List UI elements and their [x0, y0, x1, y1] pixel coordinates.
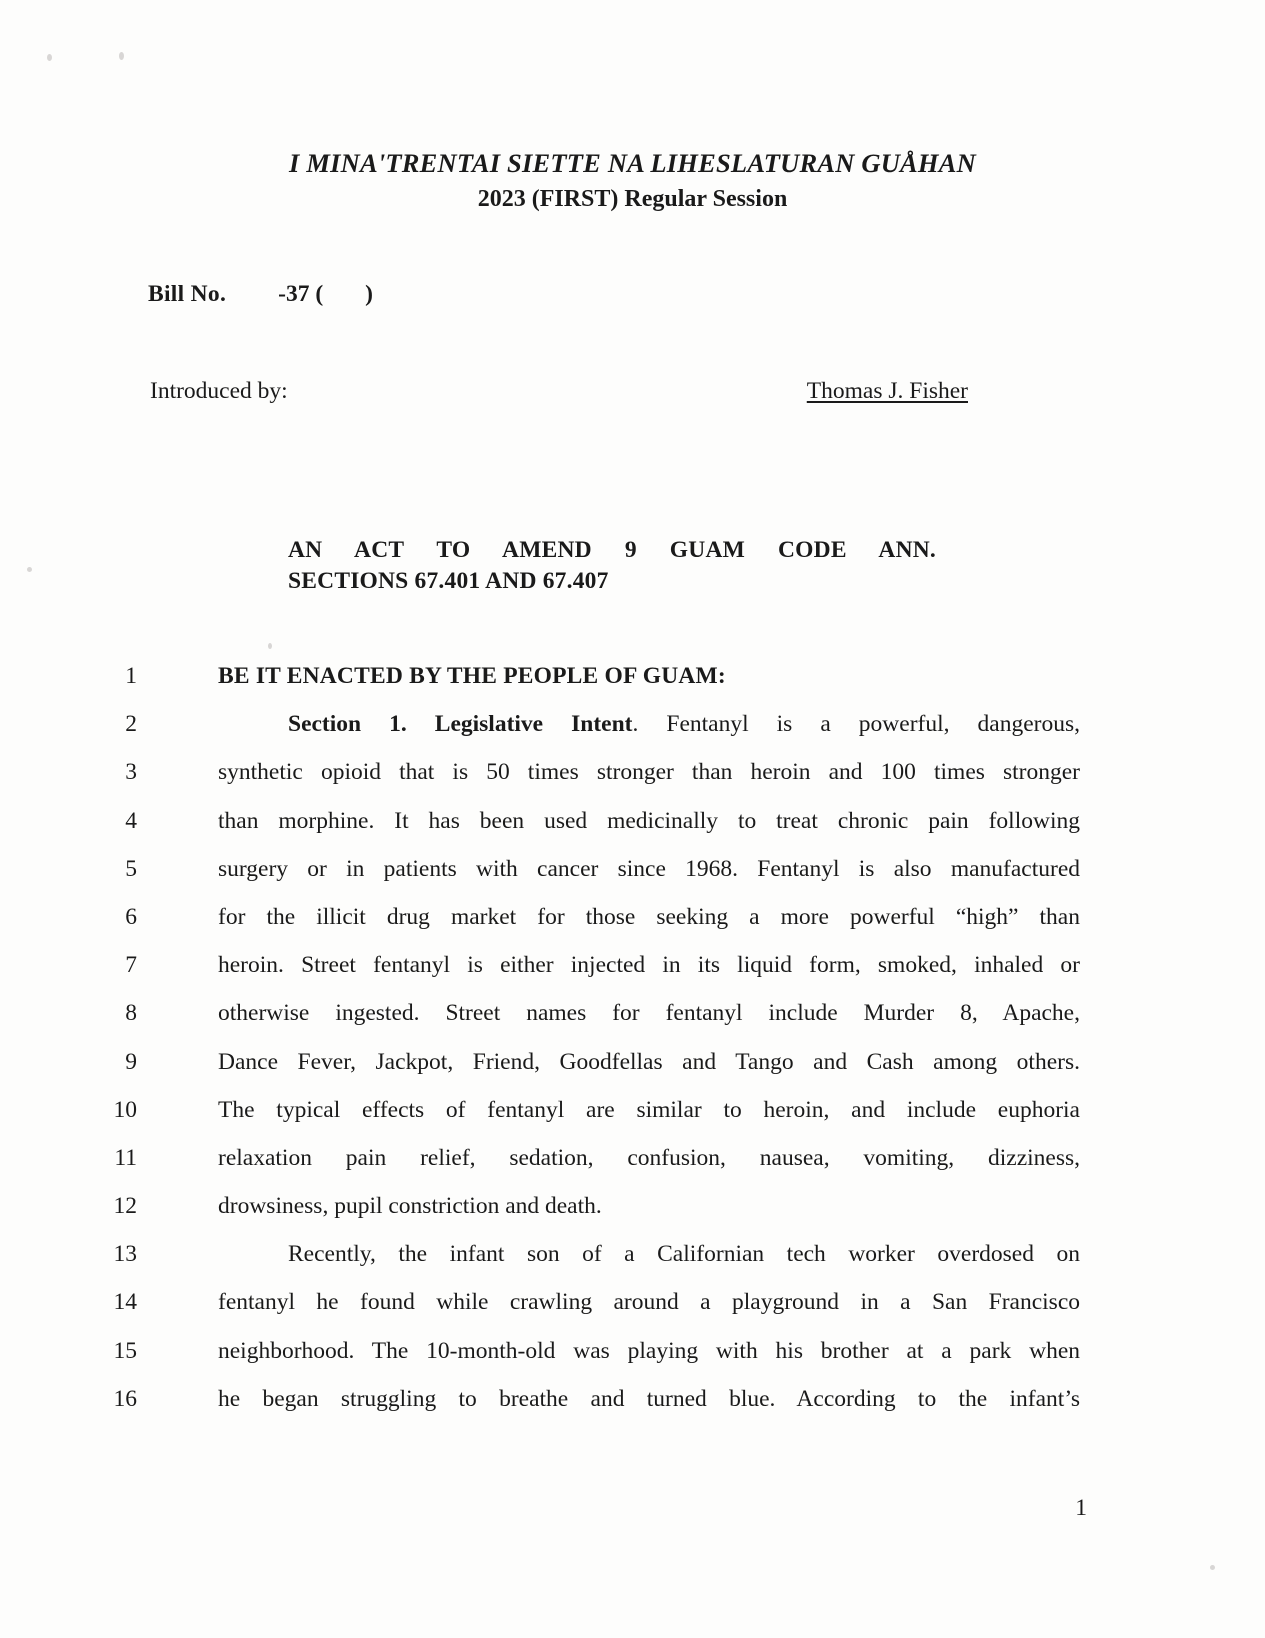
- bill-line-text: [218, 1086, 1080, 1134]
- section-heading-run: Section 1. Legislative Intent: [288, 711, 633, 738]
- scan-speck: [268, 643, 272, 649]
- bill-line-run: The typical effects of fentanyl are similar to heroin, and include euphoria: [218, 1096, 1080, 1123]
- line-number: 6: [125, 903, 137, 930]
- bill-line-row: [0, 1327, 1265, 1375]
- line-number: 14: [113, 1289, 137, 1316]
- bill-line-row: [0, 1086, 1265, 1134]
- act-title-line-2: SECTIONS 67.401 AND 67.407: [288, 568, 609, 595]
- bill-line-run: heroin. Street fentanyl is either injected in its liquid form, smoked, inhaled or: [218, 952, 1080, 979]
- bill-line-run: than morphine. It has been used medicinally to treat chronic pain following: [218, 807, 1080, 834]
- bill-line-row: [0, 652, 1265, 700]
- bill-line-row: [0, 1182, 1265, 1230]
- bill-line-row: [0, 700, 1265, 748]
- bill-line-row: [0, 941, 1265, 989]
- bill-line-text: [218, 797, 1080, 845]
- bill-line-text: [218, 700, 1080, 748]
- line-number: 3: [125, 759, 137, 786]
- bill-number-row: [148, 281, 373, 308]
- masthead: [0, 148, 1265, 213]
- act-title: [288, 535, 936, 597]
- bill-line-text: [218, 989, 1080, 1037]
- line-number: 16: [113, 1385, 137, 1412]
- bill-line-text: [218, 1375, 1080, 1423]
- bill-line-run: BE IT ENACTED BY THE PEOPLE OF GUAM:: [218, 663, 726, 689]
- bill-line-run: fentanyl he found while crawling around a playground in a San Francisco: [218, 1289, 1080, 1316]
- bill-line-row: [0, 1038, 1265, 1086]
- bill-line-text: [218, 652, 1080, 700]
- line-number: 12: [113, 1193, 137, 1220]
- introduced-by-row: [150, 378, 970, 405]
- bill-line-run: otherwise ingested. Street names for fentanyl include Murder 8, Apache,: [218, 1000, 1080, 1027]
- bill-line-text: [218, 1182, 1080, 1230]
- scan-speck: [1210, 1565, 1215, 1570]
- bill-line-text: [218, 748, 1080, 796]
- legislature-title: I MINA'TRENTAI SIETTE NA LIHESLATURAN GUÅHAN: [289, 148, 976, 178]
- line-number: 9: [125, 1048, 137, 1075]
- line-number: 2: [125, 711, 137, 738]
- bill-line-run: drowsiness, pupil constriction and death.: [218, 1193, 602, 1220]
- bill-line-text: [218, 1278, 1080, 1326]
- line-number: 10: [113, 1096, 137, 1123]
- bill-line-run: Recently, the infant son of a Californian tech worker overdosed on: [288, 1241, 1080, 1268]
- bill-line-text: [218, 893, 1080, 941]
- line-number: 11: [114, 1144, 137, 1171]
- bill-line-row: [0, 893, 1265, 941]
- line-number: 5: [125, 855, 137, 882]
- line-number: 15: [113, 1337, 137, 1364]
- bill-line-row: [0, 748, 1265, 796]
- line-number: 13: [113, 1241, 137, 1268]
- bill-line-run: synthetic opioid that is 50 times stronger than heroin and 100 times stronger: [218, 759, 1080, 786]
- scan-speck: [27, 567, 32, 572]
- bill-line-row: [0, 1375, 1265, 1423]
- bill-line-row: [0, 1230, 1265, 1278]
- introduced-by-label: Introduced by:: [150, 378, 288, 404]
- line-number: 8: [125, 1000, 137, 1027]
- bill-line-run: he began struggling to breathe and turned blue. According to the infant’s: [218, 1385, 1080, 1412]
- bill-line-text: [218, 1327, 1080, 1375]
- bill-line-text: [218, 1134, 1080, 1182]
- scan-speck: [47, 54, 52, 61]
- bill-line-run: Dance Fever, Jackpot, Friend, Goodfellas and Tango and Cash among others.: [218, 1048, 1080, 1075]
- bill-line-row: [0, 797, 1265, 845]
- bill-line-run: relaxation pain relief, sedation, confusion, nausea, vomiting, dizziness,: [218, 1144, 1080, 1171]
- bill-line-row: [0, 1278, 1265, 1326]
- bill-line-run: . Fentanyl is a powerful, dangerous,: [632, 711, 1080, 738]
- bill-number-value: -37 (: [278, 281, 324, 307]
- bill-number-close-paren: ): [365, 281, 373, 307]
- act-title-line-1: AN ACT TO AMEND 9 GUAM CODE ANN.: [288, 537, 936, 563]
- bill-line-run: for the illicit drug market for those seeking a more powerful “high” than: [218, 903, 1080, 930]
- line-number: 7: [125, 952, 137, 979]
- bill-line-row: [0, 1134, 1265, 1182]
- bill-line-row: [0, 989, 1265, 1037]
- bill-line-text: [218, 1038, 1080, 1086]
- bill-author-name: Thomas J. Fisher: [806, 378, 968, 404]
- bill-line-text: [218, 1230, 1080, 1278]
- bill-body: [0, 652, 1265, 1423]
- bill-line-run: neighborhood. The 10-month-old was playing with his brother at a park when: [218, 1337, 1080, 1364]
- scan-speck: [119, 52, 124, 60]
- session-label: 2023 (FIRST) Regular Session: [477, 186, 788, 212]
- line-number: 1: [125, 663, 137, 689]
- page-number: 1: [1075, 1495, 1087, 1521]
- bill-number-label: Bill No.: [148, 281, 227, 307]
- bill-line-row: [0, 845, 1265, 893]
- line-number: 4: [125, 807, 137, 834]
- bill-line-run: surgery or in patients with cancer since 1968. Fentanyl is also manufactured: [218, 855, 1080, 882]
- bill-line-text: [218, 941, 1080, 989]
- bill-line-text: [218, 845, 1080, 893]
